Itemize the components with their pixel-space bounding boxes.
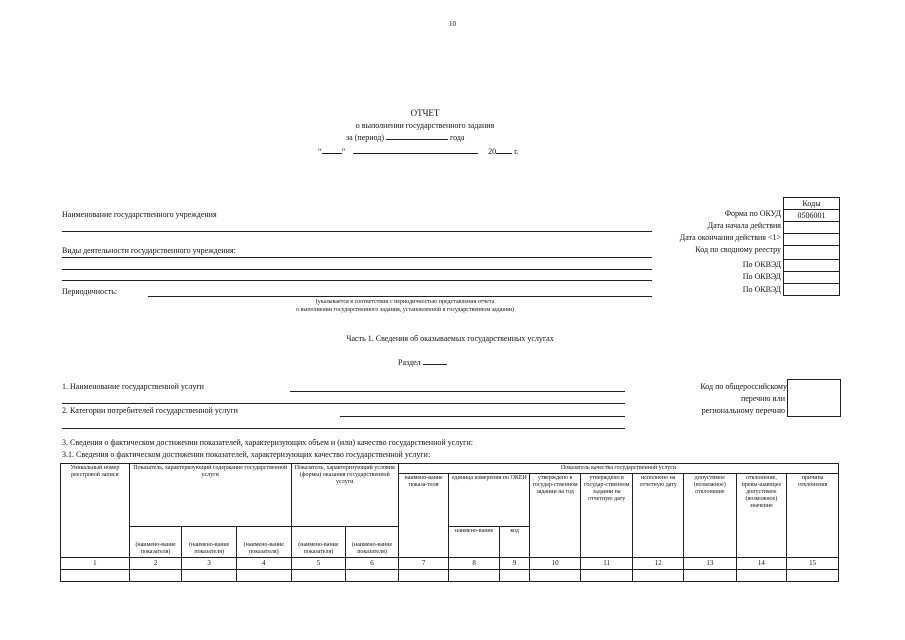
- consumer-category-label: 2. Категории потребителей государственной услуги: [62, 406, 238, 415]
- activity-types-label: Виды деятельности государственного учреждения:: [62, 246, 236, 255]
- periodicity-note-2: о выполнении государственного задания, установленной в государственном задании): [295, 307, 514, 313]
- code-value-registry[interactable]: [783, 246, 840, 260]
- code-label-registry: Код по сводному реестру: [695, 245, 781, 254]
- th-approved-year: утверждено в государ-ственном задании на год: [530, 474, 581, 558]
- registry-code-box[interactable]: [787, 379, 841, 417]
- table-cell[interactable]: [530, 570, 581, 582]
- th-sub-3: (наимено-вание показателя): [182, 527, 237, 558]
- code-value-okud[interactable]: 0506001: [783, 209, 840, 222]
- code-value-okved-3[interactable]: [783, 284, 840, 296]
- table-cell[interactable]: [291, 570, 346, 582]
- code-label-end-date: Дата окончания действия <1>: [679, 233, 781, 242]
- info3-label: 3. Сведения о фактическом достижении показателей, характеризующих объем и (или) качество государственной услуги:: [62, 438, 473, 447]
- th-allowed: допустимое (возможное) отклонение: [684, 474, 737, 558]
- col-num-8: 8: [449, 558, 500, 570]
- code-label-okved-1: По ОКВЭД: [742, 260, 781, 269]
- code-label-start-date: Дата начала действия: [707, 221, 781, 230]
- table-cell[interactable]: [398, 570, 449, 582]
- section-label: [398, 358, 447, 367]
- th-executed: исполнено на отчетную дату: [633, 474, 684, 558]
- quality-table: [60, 463, 839, 582]
- table-cell[interactable]: [61, 570, 130, 582]
- codes-header: Коды: [783, 197, 840, 209]
- registry-code-label-2: перечню или: [740, 394, 785, 403]
- th-name: наимено-вание показа-теля: [398, 474, 449, 558]
- th-sub-2: (наимено-вание показателя): [129, 527, 182, 558]
- th-content: Показатель, характеризующий содержание государственной услуги: [129, 464, 291, 527]
- th-conditions: Показатель, характеризующий условия (формы) оказания государственной услуги: [291, 464, 398, 527]
- col-num-5: 5: [291, 558, 346, 570]
- table-cell[interactable]: [787, 570, 839, 582]
- th-unit: единица измерения по ОКЕИ: [449, 474, 530, 527]
- th-quality: Показатель качества государственной услуги: [398, 464, 838, 474]
- table-cell[interactable]: [346, 570, 399, 582]
- date-open-quote: “: [318, 147, 322, 156]
- periodicity-note-1: (указывается в соответствии с периодичностью представления отчета: [315, 299, 495, 305]
- registry-code-label-3: региональному перечню: [701, 406, 785, 415]
- col-num-11: 11: [580, 558, 633, 570]
- th-approved-date: утверждено в государ-ственном задании на отчетную дату: [580, 474, 633, 558]
- page-number: 10: [449, 20, 456, 28]
- code-value-start-date[interactable]: [783, 222, 840, 234]
- table-cell[interactable]: [499, 570, 529, 582]
- col-num-14: 14: [736, 558, 787, 570]
- info31-label: 3.1. Сведения о фактическом достижении показателей, характеризующих качество государственной услуги:: [62, 450, 431, 459]
- col-num-12: 12: [633, 558, 684, 570]
- codes-box: [783, 197, 840, 296]
- col-num-1: 1: [61, 558, 130, 570]
- report-date: [318, 147, 548, 156]
- part1-title: Часть 1. Сведения об оказываемых государственных услугах: [346, 334, 554, 343]
- table-cell[interactable]: [580, 570, 633, 582]
- code-label-okud: Форма по ОКУД: [724, 209, 781, 218]
- table-cell[interactable]: [633, 570, 684, 582]
- date-close-quote: ”: [341, 147, 346, 156]
- year-prefix: 20: [488, 147, 497, 156]
- th-registry: Уникальный номер реестровой записи: [61, 464, 130, 558]
- code-label-okved-3: По ОКВЭД: [742, 285, 781, 294]
- col-num-4: 4: [236, 558, 291, 570]
- table-cell[interactable]: [129, 570, 182, 582]
- table-cell[interactable]: [182, 570, 237, 582]
- th-sub-5: (наимено-вание показателя): [291, 527, 346, 558]
- th-sub-6: (наимено-вание показателя): [346, 527, 399, 558]
- code-label-okved-2: По ОКВЭД: [742, 272, 781, 281]
- th-sub-4: (наимено-вание показателя): [236, 527, 291, 558]
- report-period: [346, 133, 546, 142]
- th-reason: причина отклонения: [787, 474, 839, 558]
- col-num-10: 10: [530, 558, 581, 570]
- period-suffix: года: [450, 133, 465, 142]
- section-text: Раздел: [398, 358, 421, 367]
- report-title: ОТЧЕТ: [410, 108, 440, 118]
- col-num-2: 2: [129, 558, 182, 570]
- table-cell[interactable]: [449, 570, 500, 582]
- col-num-9: 9: [499, 558, 529, 570]
- th-unit-name: наимено-вание: [449, 527, 500, 558]
- year-suffix: г.: [514, 147, 519, 156]
- code-value-okved-1[interactable]: [783, 260, 840, 272]
- col-num-3: 3: [182, 558, 237, 570]
- col-num-15: 15: [787, 558, 839, 570]
- th-unit-code: код: [499, 527, 529, 558]
- col-num-7: 7: [398, 558, 449, 570]
- th-exceeding: отклонение, превы-шающее допустимое (возможное) значение: [736, 474, 787, 558]
- col-num-6: 6: [346, 558, 399, 570]
- table-cell[interactable]: [736, 570, 787, 582]
- institution-name-label: Наименование государственного учреждения: [62, 210, 217, 219]
- period-prefix: за (период): [346, 133, 384, 142]
- table-row: [61, 570, 839, 582]
- periodicity-label: Периодичность:: [62, 287, 118, 296]
- table-cell[interactable]: [684, 570, 737, 582]
- code-value-end-date[interactable]: [783, 234, 840, 246]
- code-value-okved-2[interactable]: [783, 272, 840, 284]
- report-subtitle: о выполнении государственного задания: [355, 121, 495, 130]
- service-name-label: 1. Наименование государственной услуги: [62, 382, 204, 391]
- registry-code-label-1: Код по общероссийскому: [700, 382, 787, 391]
- table-cell[interactable]: [236, 570, 291, 582]
- col-num-13: 13: [684, 558, 737, 570]
